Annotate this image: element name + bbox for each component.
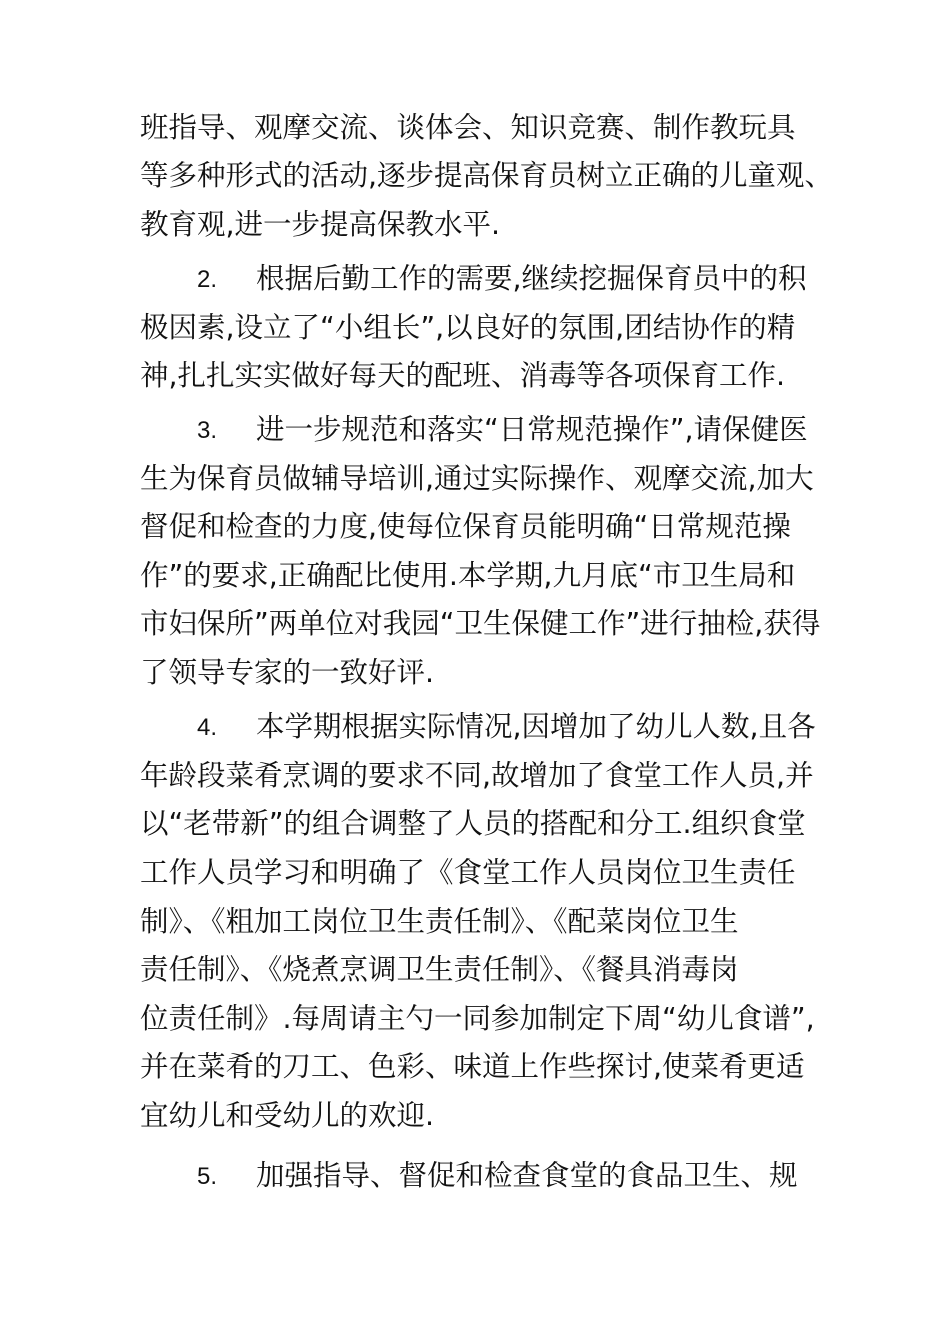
item3-number: 3. — [197, 417, 218, 444]
item4-line-2: 年龄段菜肴烹调的要求不同,故增加了食堂工作人员,并 — [140, 759, 814, 792]
para1-line-1: 班指导、观摩交流、谈体会、知识竞赛、制作教玩具 — [140, 111, 796, 144]
item4-line-8: 并在菜肴的刀工、色彩、味道上作些探讨,使菜肴更适 — [140, 1050, 805, 1083]
item3-line-3: 督促和检查的力度,使每位保育员能明确“日常规范操 — [140, 510, 791, 543]
item4-line-3: 以“老带新”的组合调整了人员的搭配和分工.组织食堂 — [140, 807, 806, 840]
item2-line-3: 神,扎扎实实做好每天的配班、消毒等各项保育工作. — [140, 359, 786, 392]
item3-line-6: 了领导专家的一致好评. — [140, 656, 435, 689]
item4-line-5: 制》、《粗加工岗位卫生责任制》、《配菜岗位卫生 — [140, 905, 739, 938]
item2-line-2: 极因素,设立了“小组长”,以良好的氛围,团结协作的精 — [140, 311, 796, 344]
item4-line-7: 位责任制》.每周请主勺一同参加制定下周“幼儿食谱”, — [140, 1002, 815, 1035]
item3-line-5: 市妇保所”两单位对我园“卫生保健工作”进行抽检,获得 — [140, 607, 821, 640]
item4-line-9: 宜幼儿和受幼儿的欢迎. — [140, 1099, 435, 1132]
item4-line-6: 责任制》、《烧煮烹调卫生责任制》、《餐具消毒岗 — [140, 953, 739, 986]
item3-line-1: 进一步规范和落实“日常规范操作”,请保健医 — [256, 413, 808, 446]
item5-line-1: 加强指导、督促和检查食堂的食品卫生、规 — [256, 1159, 798, 1192]
item3-line-2: 生为保育员做辅导培训,通过实际操作、观摩交流,加大 — [140, 462, 814, 495]
para1-line-2: 等多种形式的活动,逐步提高保育员树立正确的儿童观、 — [140, 159, 834, 192]
item4-line-1: 本学期根据实际情况,因增加了幼儿人数,且各 — [256, 710, 816, 743]
para1-line-3: 教育观,进一步提高保教水平. — [140, 208, 501, 241]
item4-number: 4. — [197, 714, 218, 741]
item3-line-4: 作”的要求,正确配比使用.本学期,九月底“市卫生局和 — [140, 559, 796, 592]
item5-number: 5. — [197, 1163, 218, 1190]
item2-line-1: 根据后勤工作的需要,继续挖掘保育员中的积 — [256, 262, 807, 295]
item2-number: 2. — [197, 266, 218, 293]
item4-line-4: 工作人员学习和明确了《食堂工作人员岗位卫生责任 — [140, 856, 796, 889]
